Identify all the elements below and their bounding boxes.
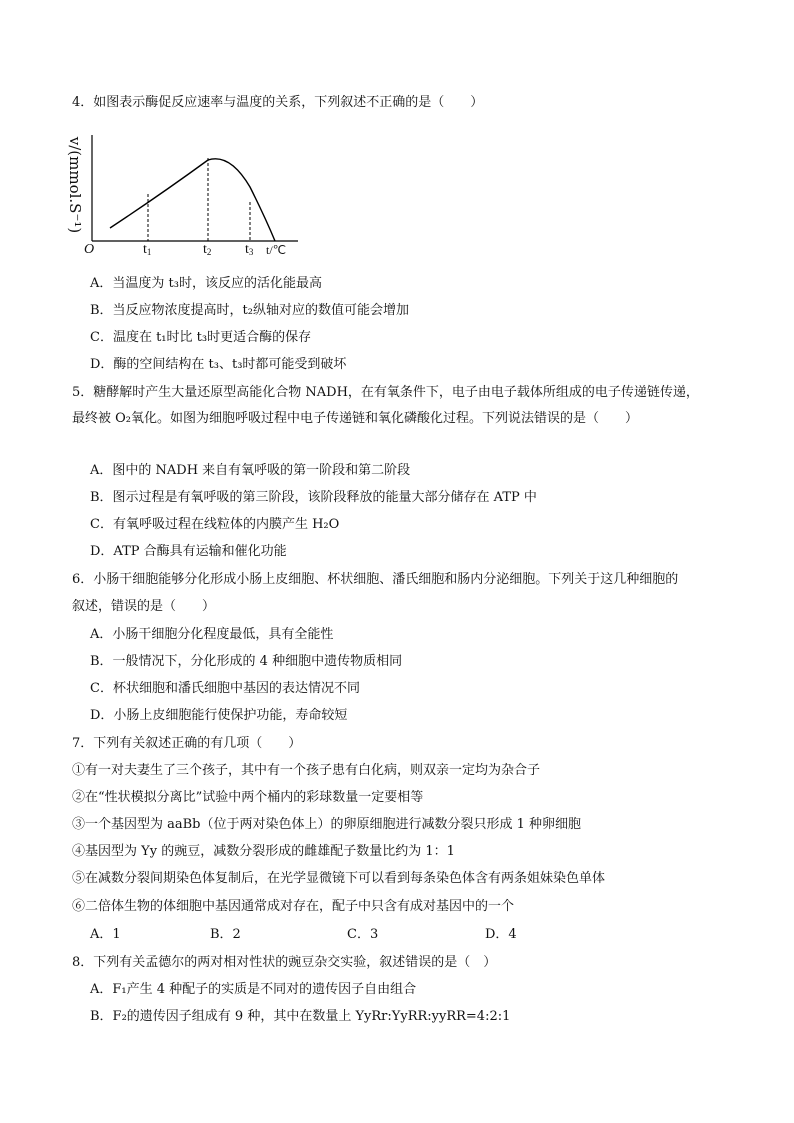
- q5-option-b: B．图示过程是有氧呼吸的第三阶段，该阶段释放的能量大部分储存在 ATP 中: [90, 490, 537, 505]
- q7-item-3: ③一个基因型为 aaBb（位于两对染色体上）的卵原细胞进行减数分裂只形成 1 种卵细胞: [72, 817, 582, 832]
- question-7-title: 7．下列有关叙述正确的有几项（ ）: [72, 736, 302, 751]
- q4-option-c: C．温度在 t₁时比 t₃时更适合酶的保存: [90, 330, 312, 345]
- q6-option-c: C．杯状细胞和潘氏细胞中基因的表达情况不同: [90, 681, 360, 696]
- q8-option-b: B．F₂的遗传因子组成有 9 种，其中在数量上 YyRr:YyRR:yyRR=4:2:1: [90, 1009, 511, 1024]
- y-axis-label: v/(mmol.S⁻¹): [66, 136, 85, 234]
- question-8-title: 8．下列有关孟德尔的两对相对性状的豌豆杂交实验，叙述错误的是（ ）: [72, 955, 497, 970]
- question-4-title: 4．如图表示酶促反应速率与温度的关系，下列叙述不正确的是（ ）: [72, 95, 484, 110]
- q6-option-b: B．一般情况下，分化形成的 4 种细胞中遗传物质相同: [90, 654, 403, 669]
- q7-item-6: ⑥二倍体生物的体细胞中基因通常成对存在，配子中只含有成对基因中的一个: [72, 899, 515, 914]
- q5-option-d: D．ATP 合酶具有运输和催化功能: [90, 544, 287, 559]
- t3-label: $t_3$: [245, 242, 254, 257]
- q4-option-b: B．当反应物浓度提高时，t₂纵轴对应的数值可能会增加: [90, 303, 409, 318]
- q7-item-5: ⑤在减数分裂间期染色体复制后，在光学显微镜下可以看到每条染色体含有两条姐妹染色单体: [72, 871, 606, 886]
- t1-label: $t_1$: [143, 242, 152, 257]
- question-6-line1: 6．小肠干细胞能够分化形成小肠上皮细胞、杯状细胞、潘氏细胞和肠内分泌细胞。下列关于这几种细胞的: [72, 572, 679, 587]
- q6-option-a: A．小肠干细胞分化程度最低，具有全能性: [90, 627, 334, 642]
- q7-item-4: ④基因型为 Yy 的豌豆，减数分裂形成的雌雄配子数量比约为 1：1: [72, 844, 455, 859]
- q5-option-a: A．图中的 NADH 来自有氧呼吸的第一阶段和第二阶段: [90, 463, 411, 478]
- q7-item-1: ①有一对夫妻生了三个孩子，其中有一个孩子患有白化病，则双亲一定均为杂合子: [72, 763, 541, 778]
- question-6-line2: 叙述，错误的是（ ）: [72, 599, 216, 614]
- t2-label: $t_2$: [203, 242, 212, 257]
- q7-choice-b: B．2: [210, 927, 241, 942]
- q8-option-a: A．F₁产生 4 种配子的实质是不同对的遗传因子自由组合: [90, 982, 417, 997]
- q4-option-d: D．酶的空间结构在 t₃、t₃时都可能受到破坏: [90, 357, 347, 372]
- q6-option-d: D．小肠上皮细胞能行使保护功能，寿命较短: [90, 708, 348, 723]
- x-unit-label: t/℃: [266, 243, 287, 257]
- question-5-line1: 5．糖酵解时产生大量还原型高能化合物 NADH，在有氧条件下，电子由电子载体所组成的电子传递链传递，: [72, 385, 699, 400]
- question-5-line2: 最终被 O₂氧化。如图为细胞呼吸过程中电子传递链和氧化磷酸化过程。下列说法错误的是（ ）: [72, 411, 639, 426]
- q5-option-c: C．有氧呼吸过程在线粒体的内膜产生 H₂O: [90, 517, 340, 532]
- q7-choice-a: A．1: [90, 927, 121, 942]
- q7-choice-c: C．3: [347, 927, 379, 942]
- q7-item-2: ②在“性状模拟分离比”试验中两个桶内的彩球数量一定要相等: [72, 790, 424, 805]
- q7-choice-d: D．4: [485, 927, 517, 942]
- q4-option-a: A．当温度为 t₃时，该反应的活化能最高: [90, 276, 322, 291]
- origin-label: O: [84, 242, 95, 257]
